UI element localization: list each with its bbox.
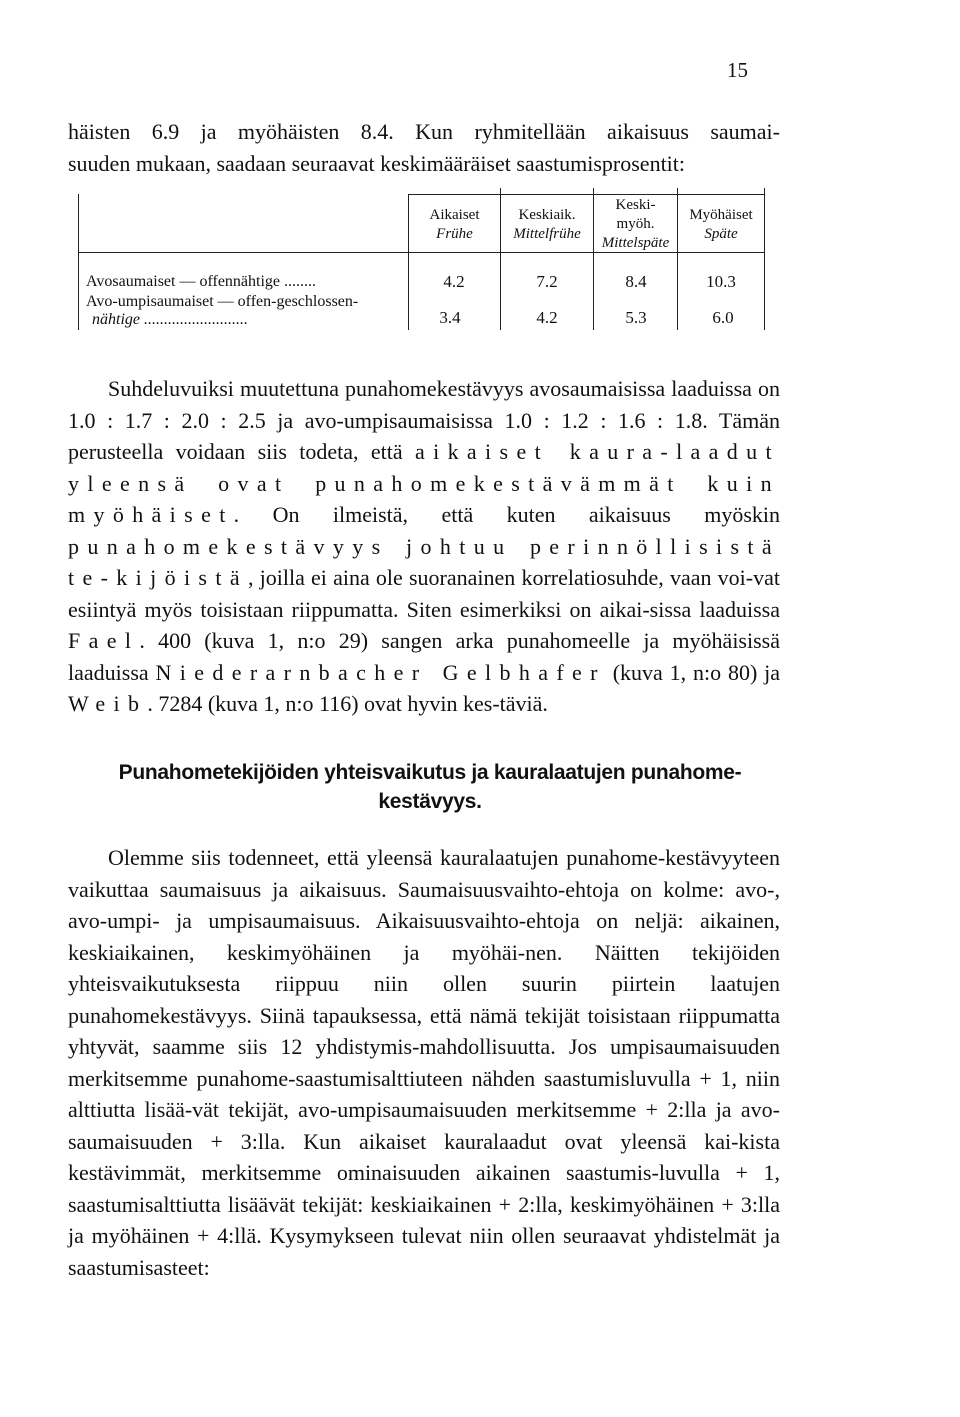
col-header-fi: Keskiaik.	[518, 207, 576, 223]
col-header-de: Frühe	[436, 226, 473, 242]
col-header-de: Späte	[704, 226, 738, 242]
intro-line-2: suuden mukaan, saadaan seuraavat keskimääräiset saastumisprosentit:	[68, 150, 686, 176]
table-cell: 6.0	[712, 308, 734, 327]
emphasis-run: Niederarnbacher Gelbhafer	[155, 659, 606, 685]
page-number: 15	[727, 58, 748, 82]
table-row-label-cont: nähtige ..........................	[92, 311, 248, 328]
emphasis-run: aikaiset kaura-laadut yleensä ovat punahomekestävämmät kuin myöhäiset	[68, 439, 780, 527]
col-header-fi: Aikaiset	[429, 207, 480, 223]
emphasis-run: Fael	[68, 628, 140, 653]
text-run: . 7284 (kuva 1, n:o 116) ovat hyvin kes-täviä.	[147, 691, 548, 716]
table-row-label: Avo-umpisaumaiset — offen-geschlossen-	[86, 293, 359, 310]
col-header-mid-late	[594, 196, 677, 253]
section-heading	[90, 758, 770, 816]
col-header-de: Mittelspäte	[601, 235, 670, 251]
table-cell: 3.4	[439, 308, 461, 327]
emphasis-run: punahomekestävyys johtuu perinnöllisistä te-kijöistä	[68, 533, 780, 590]
intro-line-1: häisten 6.9 ja myöhäisten 8.4. Kun ryhmitellään aikaisuus saumai-	[68, 119, 780, 144]
table-cell: 7.2	[536, 272, 558, 291]
table-left-rule	[78, 194, 79, 330]
table-cell: 8.4	[625, 272, 647, 291]
heading-line-1: Punahometekijöiden yhteisvaikutus ja kauralaatujen punahome-	[118, 761, 742, 784]
heading-line-2: kestävyys.	[378, 790, 482, 813]
col-header-late	[678, 206, 764, 244]
col-header-fi: Keski- myöh.	[615, 197, 656, 232]
table-cell: 4.2	[443, 272, 465, 291]
body-paragraph-1	[68, 373, 780, 720]
text-run: . On ilmeistä, että kuten aikaisuus myöskin	[233, 502, 780, 527]
col-header-de: Mittelfrühe	[513, 226, 581, 242]
text-run: . 400 (kuva 1, n:o 29) sangen arka punahomeelle ja myöhäisissä laaduissa	[68, 628, 780, 685]
table-cell: 4.2	[536, 308, 558, 327]
col-header-fi: Myöhäiset	[689, 207, 753, 223]
text-run: , joilla ei aina ole suoranainen korrelatiosuhde, vaan voi-vat esiintyä myös toisistaan riippumatta. Siten esimerkiksi on aikai-sissa laaduissa	[68, 565, 780, 622]
text-run: Suhdeluvuiksi muutettuna punahomekestävyys avosaumaisissa laaduissa on 1.0 : 1.7 : 2.0 : 2.5 ja avo-umpisaumaisissa 1.0 : 1.2 : 1.6 : 1.8. Tämän perusteella voidaan siis todeta, että	[68, 376, 780, 464]
table-cell: 10.3	[706, 272, 736, 291]
table-cell: 5.3	[625, 308, 647, 327]
table-row-label: Avosaumaiset — offennähtige ........	[86, 273, 317, 290]
intro-paragraph	[68, 116, 780, 179]
paragraph-text: Olemme siis todenneet, että yleensä kauralaatujen punahome-kestävyyteen vaikuttaa saumaisuus ja aikaisuus. Saumaisuusvaihto-ehtoja on kolme: avo-, avo-umpi- ja umpisaumaisuus. Aikaisuusvaihto-ehtoja on neljä: aikainen, keskiaikainen, keskimyöhäinen ja myöhäi-nen. Näitten tekijöiden yhteisvaikutuksesta riippuu niin ollen suurin piirtein laatujen punahomekestävyys. Siinä tapauksessa, että nämä tekijät toisistaan riippumatta yhtyvät, saamme siis 12 yhdistymis-mahdollisuutta. Jos umpisaumaisuuden merkitsemme punahome-saastumisalttiuteen nähden saastumisluvulla + 1, niin alttiutta lisää-vät tekijät, avo-umpisaumaisuuden merkitsemme + 2:lla ja avo-saumaisuuden + 3:lla. Kun aikaiset kauralaadut ovat yleensä kai-kista kestävimmät, merkitsemme ominaisuuden aikainen saastumis-luvulla + 1, saastumisalttiutta lisäävät tekijät: keskiaikainen + 2:lla, keskimyöhäinen + 3:lla ja myöhäinen + 4:llä. Kysymykseen tulevat niin ollen seuraavat yhdistelmät ja saastumisasteet:	[68, 845, 780, 1280]
col-header-mid-early	[501, 206, 593, 244]
infection-table	[78, 188, 766, 330]
body-paragraph-2	[68, 842, 780, 1283]
table-top-rule	[408, 194, 765, 195]
emphasis-run: Weib	[68, 691, 148, 716]
text-run: (kuva 1, n:o 80) ja	[605, 659, 780, 685]
col-header-early	[409, 206, 500, 244]
